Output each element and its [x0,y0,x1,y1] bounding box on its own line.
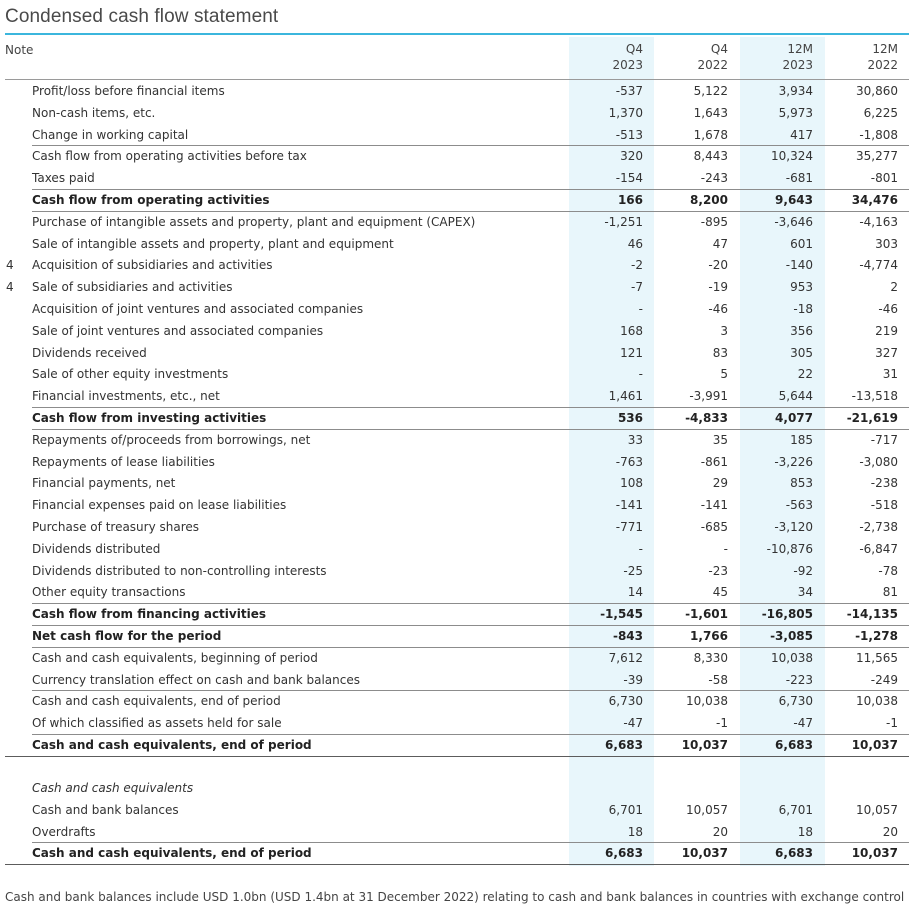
row-value: -1 [716,716,728,731]
row-value: 327 [875,345,898,360]
row-label: Of which classified as assets held for sale [32,716,282,731]
row-label: Dividends received [32,345,147,360]
row-value: -2 [631,258,643,273]
note-column-header: Note [5,43,34,57]
row-value: 3 [720,323,728,338]
row-value: 11,565 [856,650,898,665]
row-label: Dividends distributed [32,541,161,556]
table-row [0,124,910,146]
row-value: -3,991 [689,389,728,404]
row-value: -243 [700,171,728,186]
row-value: -3,226 [774,454,813,469]
title-rule [5,33,909,35]
row-value: -223 [785,672,813,687]
row-label: Cash and cash equivalents, beginning of period [32,650,318,665]
table-row [0,189,910,211]
row-value: 83 [712,345,728,360]
row-value: -563 [785,498,813,513]
table-row [0,842,910,864]
cash-equivalents-table [0,777,910,864]
row-value: 81 [882,585,898,600]
row-value: -1,278 [855,628,898,643]
row-value: -1,251 [604,214,643,229]
table-row [0,429,910,451]
row-value: -7 [631,280,643,295]
row-value: 5 [720,367,728,382]
table-row [0,603,910,625]
table-row [0,254,910,276]
row-label: Dividends distributed to non-controlling interests [32,563,327,578]
row-value: 8,443 [693,149,728,164]
row-value: 4,077 [775,410,813,425]
table-row [0,777,910,799]
row-value: -23 [708,563,728,578]
row-value: -801 [870,171,898,186]
table-row [0,233,910,255]
row-value: -4,774 [859,258,898,273]
row-value: 6,683 [605,846,643,861]
table-row [0,712,910,734]
table-row [0,821,910,843]
row-value: -861 [700,454,728,469]
row-value: -771 [615,519,643,534]
row-label: Cash flow from operating activities [32,192,270,207]
row-value: 121 [620,345,643,360]
row-value: 20 [712,824,728,839]
row-label: Cash and cash equivalents, end of period [32,846,312,861]
row-value: 34,476 [851,192,898,207]
row-value: -2,738 [859,519,898,534]
row-value: 1,370 [608,105,643,120]
row-label: Non-cash items, etc. [32,105,156,120]
row-value: 10,038 [771,650,813,665]
row-value: -46 [878,301,898,316]
row-label: Net cash flow for the period [32,628,222,643]
column-header-12m-2023: 12M 2023 [782,42,813,72]
row-value: 8,330 [693,650,728,665]
row-value: 46 [627,236,643,251]
row-value: 10,038 [686,694,728,709]
row-value: 417 [790,127,813,142]
row-value: 10,324 [771,149,813,164]
table-row [0,494,910,516]
row-value: 305 [790,345,813,360]
row-value: 10,037 [681,737,728,752]
row-label: Acquisition of joint ventures and associated companies [32,301,364,316]
table-row [0,669,910,691]
column-header-12m-2022: 12M 2022 [867,42,898,72]
row-value: 6,225 [863,105,898,120]
table-row [0,363,910,385]
row-label: Cash flow from operating activities before tax [32,149,307,164]
row-value: 10,038 [856,694,898,709]
row-value: -47 [793,716,813,731]
row-value: 35 [712,432,728,447]
row-value: -685 [700,519,728,534]
row-value: 10,037 [851,846,898,861]
row-value: -21,619 [846,410,898,425]
row-label: Sale of subsidiaries and activities [32,280,233,295]
row-value: 33 [627,432,643,447]
note-ref: 4 [6,258,14,273]
row-value: 6,730 [608,694,643,709]
table-row [0,211,910,233]
row-label: Cash flow from financing activities [32,607,266,622]
row-value: -47 [623,716,643,731]
table-row [0,799,910,821]
row-value: -18 [793,301,813,316]
row-value: - [723,541,728,556]
row-value: 10,057 [686,802,728,817]
row-value: 1,643 [693,105,728,120]
row-label: Profit/loss before financial items [32,84,225,98]
table-row [0,690,910,712]
row-value: -717 [870,432,898,447]
row-value: 34 [797,585,813,600]
row-label: Sale of joint ventures and associated companies [32,323,324,338]
row-value: -16,805 [761,607,813,622]
row-value: -3,085 [770,628,813,643]
row-value: -513 [615,127,643,142]
row-label: Acquisition of subsidiaries and activities [32,258,273,273]
row-label: Financial investments, etc., net [32,389,220,404]
row-value: -1,545 [600,607,643,622]
row-value: -249 [870,672,898,687]
row-value: 6,683 [775,737,813,752]
row-value: -1,808 [859,127,898,142]
row-value: -141 [615,498,643,513]
column-header-q4-2023: Q4 2023 [612,42,643,72]
row-value: -141 [700,498,728,513]
row-value: 536 [617,410,643,425]
table-row [0,167,910,189]
row-value: 2 [890,280,898,295]
row-value: - [638,541,643,556]
row-label: Cash and cash equivalents, end of period [32,694,281,709]
footnote: Cash and bank balances include USD 1.0bn (USD 1.4bn at 31 December 2022) relating to cash and bank balances in countries with exchange control [5,890,905,904]
row-value: -58 [708,672,728,687]
row-value: -46 [708,301,728,316]
table-row [0,560,910,582]
row-value: 3,934 [778,84,813,98]
row-value: -25 [623,563,643,578]
row-value: 9,643 [775,192,813,207]
table-row [0,80,910,102]
row-value: 20 [882,824,898,839]
row-label: Change in working capital [32,127,189,142]
row-value: 6,683 [605,737,643,752]
row-value: 185 [790,432,813,447]
row-value: 10,037 [851,737,898,752]
row-value: -3,080 [859,454,898,469]
table-row [0,342,910,364]
row-value: 47 [712,236,728,251]
row-value: 30,860 [856,84,898,98]
row-label: Overdrafts [32,824,96,839]
table-row [0,581,910,603]
row-label: Taxes paid [32,171,95,186]
row-value: 1,678 [693,127,728,142]
row-value: -681 [785,171,813,186]
row-label: Financial payments, net [32,476,176,491]
row-value: 8,200 [690,192,728,207]
row-value: - [638,367,643,382]
row-value: -238 [870,476,898,491]
row-value: 219 [875,323,898,338]
row-label: Other equity transactions [32,585,186,600]
row-value: 108 [620,476,643,491]
row-value: -1,601 [685,607,728,622]
row-value: -1 [886,716,898,731]
row-value: -39 [623,672,643,687]
row-value: 10,037 [681,846,728,861]
row-label: Currency translation effect on cash and bank balances [32,672,360,687]
row-value: 29 [712,476,728,491]
row-value: 601 [790,236,813,251]
row-value: -14,135 [846,607,898,622]
row-value: -3,646 [774,214,813,229]
row-label: Repayments of lease liabilities [32,454,215,469]
row-label: Purchase of intangible assets and property, plant and equipment (CAPEX) [32,214,476,229]
row-label: Financial expenses paid on lease liabilities [32,498,287,513]
table-row [0,298,910,320]
table-row [0,472,910,494]
row-value: -140 [785,258,813,273]
row-label: Sale of other equity investments [32,367,229,382]
table-row [0,451,910,473]
row-value: -13,518 [851,389,898,404]
note-ref: 4 [6,280,14,295]
row-value: 5,122 [693,84,728,98]
row-value: -10,876 [766,541,813,556]
row-value: 1,766 [690,628,728,643]
table-row [0,516,910,538]
row-value: -895 [700,214,728,229]
row-value: -3,120 [774,519,813,534]
row-value: -843 [612,628,643,643]
row-value: -4,833 [685,410,728,425]
table-row [0,145,910,167]
table-row [0,276,910,298]
row-value: 853 [790,476,813,491]
row-value: 953 [790,280,813,295]
row-label: Cash and bank balances [32,802,179,817]
section-heading: Cash and cash equivalents [32,781,194,795]
table-row [0,385,910,407]
row-value: 6,701 [608,802,643,817]
row-value: -518 [870,498,898,513]
row-value: 6,683 [775,846,813,861]
row-value: 14 [627,585,643,600]
row-label: Cash and cash equivalents, end of period [32,737,312,752]
table-row [0,407,910,429]
row-value: 303 [875,236,898,251]
row-label: Repayments of/proceeds from borrowings, net [32,432,311,447]
row-value: -78 [878,563,898,578]
row-value: -92 [793,563,813,578]
row-label: Sale of intangible assets and property, plant and equipment [32,236,394,251]
row-label: Purchase of treasury shares [32,519,200,534]
table-row [0,647,910,669]
row-value: 320 [620,149,643,164]
row-value: 168 [620,323,643,338]
row-value: -154 [615,171,643,186]
row-value: 45 [712,585,728,600]
row-value: 5,973 [778,105,813,120]
row-value: -6,847 [859,541,898,556]
row-value: -20 [708,258,728,273]
table-row [0,102,910,124]
row-value: 22 [797,367,813,382]
page-title: Condensed cash flow statement [5,6,279,27]
row-value: 356 [790,323,813,338]
row-value: 5,644 [778,389,813,404]
row-value: 18 [627,824,643,839]
row-value: 6,730 [778,694,813,709]
row-label: Cash flow from investing activities [32,410,267,425]
row-value: 18 [797,824,813,839]
cash-flow-table [0,80,910,756]
row-value: 166 [617,192,643,207]
row-value: 10,057 [856,802,898,817]
table-row [0,320,910,342]
table-row [0,625,910,647]
row-value: -19 [708,280,728,295]
row-value: 35,277 [856,149,898,164]
row-value: -4,163 [859,214,898,229]
row-value: -537 [615,84,643,98]
row-value: -763 [615,454,643,469]
column-header-q4-2022: Q4 2022 [697,42,728,72]
row-value: 7,612 [608,650,643,665]
table-row [0,734,910,756]
row-value: 6,701 [778,802,813,817]
row-value: 1,461 [608,389,643,404]
row-value: 31 [882,367,898,382]
table-row [0,538,910,560]
row-value: - [638,301,643,316]
